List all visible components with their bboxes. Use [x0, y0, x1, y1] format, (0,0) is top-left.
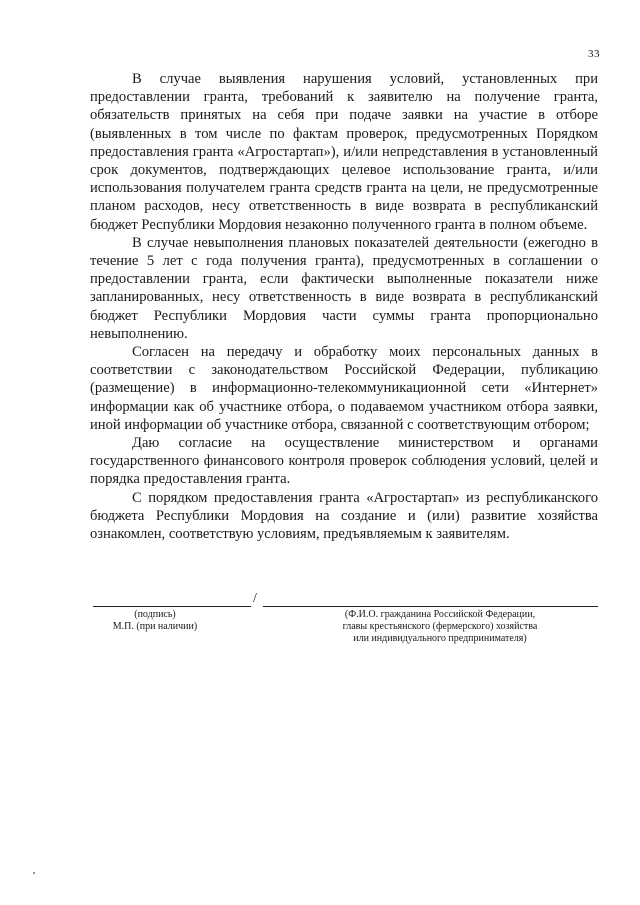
- full-name-caption-line-2: главы крестьянского (фермерского) хозяйства: [342, 621, 538, 632]
- full-name-caption: [295, 609, 585, 645]
- signature-caption: [80, 609, 230, 633]
- paragraph-inspection-consent: Даю согласие на осуществление министерством и органами государственного финансового контроля проверок соблюдения условий, целей и порядка предоставления гранта.: [90, 435, 598, 488]
- signature-separator: /: [253, 591, 257, 606]
- signature-line: [93, 606, 251, 607]
- scan-speck: [33, 872, 35, 874]
- document-body: [90, 70, 598, 543]
- page-number: 33: [588, 48, 600, 60]
- paragraph-procedure-acknowledgement: С порядком предоставления гранта «Агростартап» из республиканского бюджета Республики Мордовия на создание и (или) развитие хозяйства ознакомлен, соответствую условиям, предъявляемым к заявителям.: [90, 489, 598, 543]
- signature-caption-line: (подпись): [134, 609, 176, 620]
- paragraph-personal-data-consent: Согласен на передачу и обработку моих персональных данных в соответствии с законодательством Российской Федерации, публикацию (размещение) в информационно-телекоммуникационной сети «Интернет» информации как об участнике отбора, о подаваемом участником отбора заявки, иной информации об участнике отбора, связанной с соответствующим отбором;: [90, 344, 598, 433]
- full-name-caption-line-1: (Ф.И.О. гражданина Российской Федерации,: [344, 609, 536, 620]
- stamp-caption-line: М.П. (при наличии): [112, 621, 198, 632]
- paragraph-indicators-liability: В случае невыполнения плановых показателей деятельности (ежегодно в течение 5 лет с года получения гранта), предусмотренных в соглашении о предоставлении гранта, если фактически выполненные показатели ниже запланированных, несу ответственность в виде возврата в республиканский бюджет Республики Мордовия части суммы гранта пропорционально невыполнению.: [90, 234, 598, 342]
- signature-block: [80, 592, 600, 652]
- paragraph-violation-liability: В случае выявления нарушения условий, установленных при предоставлении гранта, требований к заявителю на получение гранта, обязательств принятых на себя при подаче заявки на участие в отборе (выявленных в том числе по фактам проверок, предусмотренных Порядком предоставления гранта «Агростартап»), и/или непредставления в установленный срок документов, подтверждающих целевое использование гранта, и/или использования получателем гранта средств гранта на цели, не предусмотренные планом расходов, несу ответственность в виде возврата в республиканский бюджет Республики Мордовия незаконно полученного гранта в полном объеме.: [90, 71, 598, 233]
- full-name-caption-line-3: или индивидуального предпринимателя): [353, 633, 527, 644]
- full-name-line: [263, 606, 598, 607]
